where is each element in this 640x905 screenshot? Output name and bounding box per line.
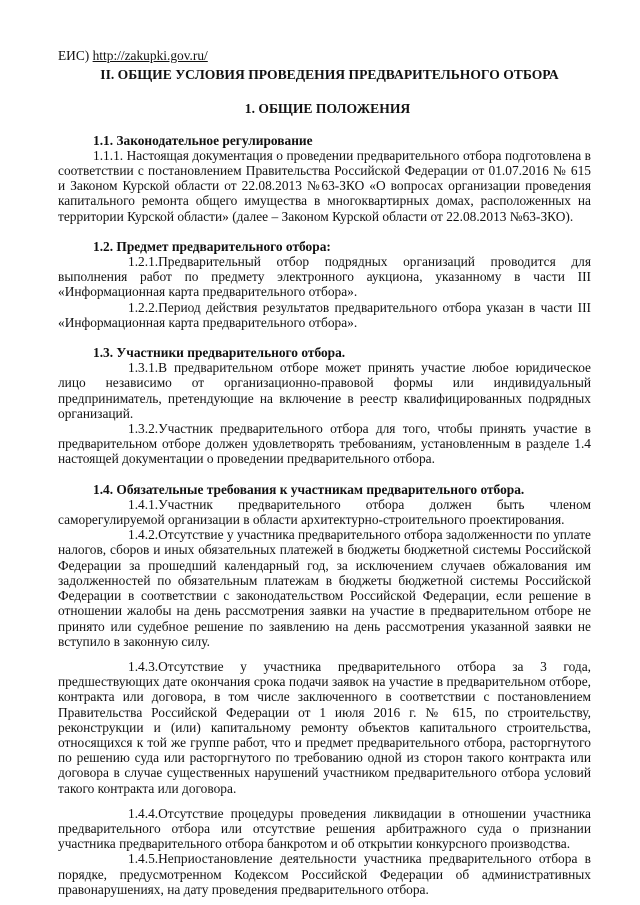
clause-number: 1.2.1. [128, 254, 159, 270]
clause-number: 1.4.4. [128, 805, 159, 821]
paragraph-1-4-5 [58, 851, 591, 897]
heading-1-1: 1.1. Законодательное регулирование [93, 132, 313, 148]
paragraph-1-3-1 [58, 360, 591, 421]
clause-number: 1.1.1. [93, 147, 124, 163]
clause-number: 1.4.5. [128, 851, 159, 867]
paragraph-1-3-2 [58, 421, 591, 467]
clause-number: 1.4.2. [128, 527, 159, 543]
clause-number: 1.4.1. [128, 496, 159, 512]
heading-1-2: 1.2. Предмет предварительного отбора: [93, 238, 331, 254]
paragraph-1-4-1 [58, 497, 591, 527]
clause-text: Участник предварительного отбора для того, чтобы принять участие в предварительном отборе должен удовлетворять требованиям, установленным в разделе 1.4 настоящей документации о проведении предварительного отбора. [58, 421, 591, 467]
heading-1-4: 1.4. Обязательные требования к участникам предварительного отбора. [93, 481, 525, 497]
chapter-title: 1. ОБЩИЕ ПОЛОЖЕНИЯ [244, 101, 411, 117]
paragraph-1-4-4 [58, 806, 591, 852]
clause-number: 1.3.1. [128, 360, 159, 376]
clause-text: Отсутствие у участника предварительного отбора за 3 года, предшествующих дате окончания срока подачи заявок на участие в предварительном отборе, контракта или договора, в том числе заключенного в соответствии с постановлением Правительства Российской Федерации от 1 июля 2016 г. № 615, по строительству, реконструкции и (или) капитальному ремонту объектов капитального строительства, относящихся к той же группе работ, что и предмет предварительного отбора, расторгнутого по решению суда или расторгнутого по требованию одной из сторон такого контракта или договора в случае существенных нарушений участником предварительного отбора условий такого контракта или договора. [58, 658, 591, 796]
clause-text: Участник предварительного отбора должен быть членом саморегулируемой организации в области архитектурно-строительного проектирования. [58, 496, 591, 528]
eis-prefix: ЕИС) [58, 48, 90, 63]
eis-link[interactable]: http://zakupki.gov.ru/ [92, 48, 208, 63]
clause-text: Отсутствие процедуры проведения ликвидации в отношении участника предварительного отбора или отсутствие решения арбитражного суда о признании участника предварительного отбора банкротом и об открытии конкурсного производства. [58, 805, 591, 852]
section-title: II. ОБЩИЕ УСЛОВИЯ ПРОВЕДЕНИЯ ПРЕДВАРИТЕЛЬНОГО ОТБОРА [100, 67, 559, 83]
paragraph-1-4-3 [58, 659, 591, 796]
paragraph-1-1-1 [58, 148, 591, 224]
clause-text: Период действия результатов предварительного отбора указан в части III «Информационная карта предварительного отбора». [58, 299, 591, 330]
paragraph-1-2-1 [58, 254, 591, 300]
clause-number: 1.2.2. [128, 299, 159, 315]
clause-text: Предварительный отбор подрядных организаций проводится для выполнения работ по предмету электронного аукциона, указанному в части III «Информационная карта предварительного отбора». [58, 254, 591, 300]
clause-number: 1.4.3. [128, 658, 159, 674]
paragraph-1-2-2 [58, 300, 591, 330]
clause-text: Настоящая документация о проведении предварительного отбора подготовлена в соответствии с постановлением Правительства Российской Федерации от 01.07.2016 № 615 и Законом Курской области от 22.08.2013 №63-ЗКО «О вопросах организации проведения капитального ремонта общего имущества в многоквартирных домах, расположенных на территории Курской области» (далее – Законом Курской области от 22.08.2013 №63-ЗКО). [58, 147, 591, 224]
heading-1-3: 1.3. Участники предварительного отбора. [93, 345, 346, 361]
clause-text: Отсутствие у участника предварительного отбора задолженности по уплате налогов, сборов и иных обязательных платежей в бюджеты бюджетной системы Российской Федерации за прошедший календарный год, за исключением случаев обжалования им задолженностей по обязательным платежам в бюджеты бюджетной системы Российской Федерации в соответствии с законодательством Российской Федерации, если решение в отношении жалобы на день рассмотрения заявки на участие в предварительном отборе не принято или судебное решение по заявлению на день рассмотрения указанной заявки не вступило в законную силу. [58, 527, 592, 649]
clause-text: Неприостановление деятельности участника предварительного отбора в порядке, предусмотренном Кодексом Российской Федерации об административных правонарушениях, на дату проведения предварительного отбора. [58, 851, 591, 897]
eis-reference-line [58, 48, 591, 63]
paragraph-1-4-2 [58, 527, 591, 649]
clause-number: 1.3.2. [128, 421, 159, 437]
document-content [58, 48, 591, 897]
clause-text: В предварительном отборе может принять участие любое юридическое лицо независимо от организационно-правовой формы или индивидуальный предприниматель, претендующие на включение в реестр квалифицированных подрядных организаций. [58, 360, 591, 421]
